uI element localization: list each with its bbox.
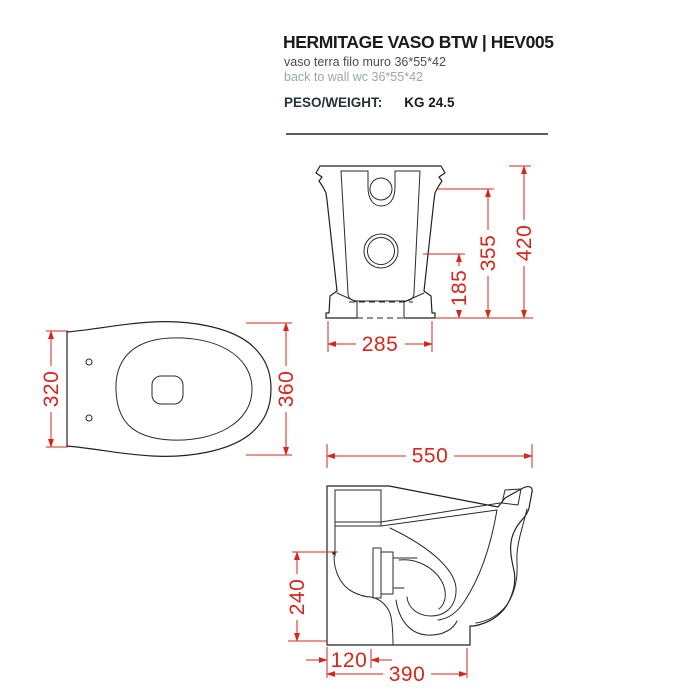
drain-hole-outer bbox=[364, 234, 398, 268]
dim-label-550: 550 bbox=[411, 444, 449, 468]
top-drain-opening bbox=[152, 376, 183, 404]
front-outline bbox=[316, 166, 445, 318]
side-bowl-surface bbox=[390, 528, 456, 616]
front-base-hidden bbox=[349, 302, 413, 318]
side-trap-weir bbox=[399, 560, 445, 609]
side-bowl-underside bbox=[438, 510, 497, 620]
top-outline bbox=[67, 322, 271, 457]
top-bowl-rim bbox=[116, 338, 252, 440]
side-dim-overall-depth bbox=[327, 444, 532, 468]
dim-label-390: 390 bbox=[388, 663, 426, 686]
side-pedestal-curve bbox=[334, 556, 393, 645]
front-inner-contour bbox=[341, 171, 420, 301]
front-dim-drain-height bbox=[423, 254, 471, 318]
dim-label-320: 320 bbox=[40, 370, 63, 408]
water-inlet-hole bbox=[370, 178, 392, 200]
side-spout-opening bbox=[502, 489, 521, 505]
weight-row bbox=[284, 95, 455, 110]
dim-label-420: 420 bbox=[513, 224, 536, 262]
side-rim-lines bbox=[381, 503, 500, 526]
dim-label-240: 240 bbox=[286, 578, 309, 616]
subtitle-italian: vaso terra filo muro 36*55*42 bbox=[284, 55, 446, 69]
weight-value: KG 24.5 bbox=[404, 95, 455, 110]
front-foot-edges bbox=[337, 293, 424, 318]
drain-hole-inner bbox=[368, 238, 395, 265]
subtitle-english: back to wall wc 36*55*42 bbox=[284, 70, 423, 84]
side-front-wall-inner bbox=[476, 509, 527, 623]
front-view-drawing bbox=[280, 150, 545, 365]
top-view-drawing bbox=[35, 305, 300, 470]
top-dim-back-width bbox=[40, 331, 68, 447]
seat-hole-bottom bbox=[86, 415, 92, 421]
dim-label-360: 360 bbox=[275, 370, 298, 408]
front-dim-overall-height bbox=[509, 166, 536, 318]
header-divider bbox=[286, 133, 548, 135]
side-outline bbox=[327, 486, 532, 645]
side-dim-trap-height bbox=[286, 552, 338, 641]
dim-label-285: 285 bbox=[361, 333, 399, 356]
side-dim-trap-offset bbox=[306, 647, 392, 678]
weight-label: PESO/WEIGHT: bbox=[284, 95, 383, 110]
front-dim-base-width bbox=[328, 321, 432, 356]
dim-label-355: 355 bbox=[477, 234, 500, 272]
seat-hole-top bbox=[86, 359, 92, 365]
side-back-ledge bbox=[335, 490, 381, 556]
dim-label-120: 120 bbox=[330, 649, 368, 672]
side-outlet-flange bbox=[373, 548, 417, 598]
dim-label-185: 185 bbox=[448, 269, 471, 307]
page-title: HERMITAGE VASO BTW | HEV005 bbox=[283, 32, 554, 52]
side-view-drawing bbox=[280, 435, 545, 695]
